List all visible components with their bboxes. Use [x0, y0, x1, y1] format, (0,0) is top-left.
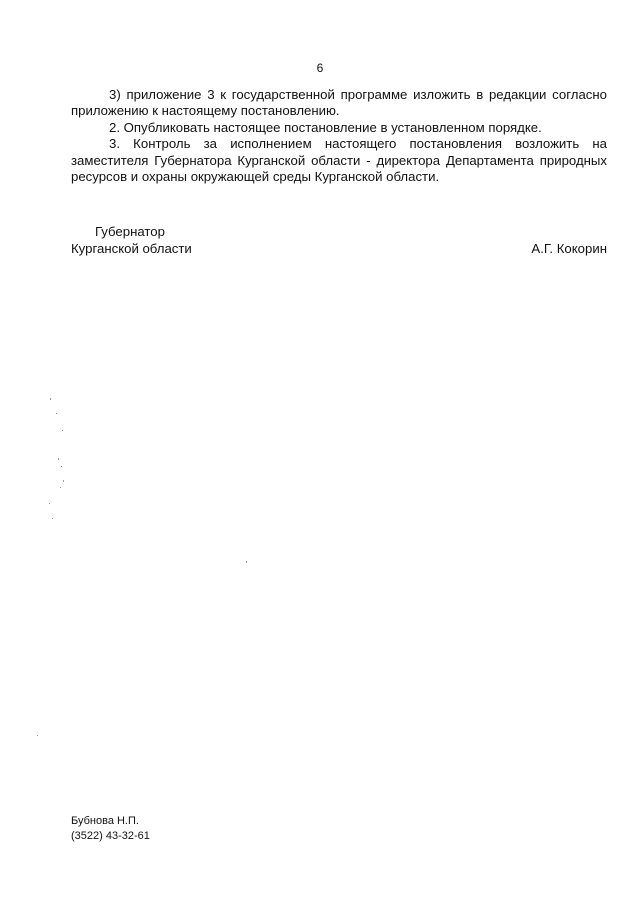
scan-speck [58, 458, 59, 460]
paragraph-appendix-3: 3) приложение 3 к государственной программе изложить в редакции согласно приложению к настоящему постановлению. [71, 87, 607, 119]
paragraph-control: 3. Контроль за исполнением настоящего постановления возложить на заместителя Губернатора Курганской области - директора Департамента природных ресурсов и охраны окружающей среды Курганской области. [71, 136, 607, 185]
scan-speck [49, 503, 50, 504]
signatory-region: Курганской области [71, 241, 192, 256]
scan-speck [56, 413, 57, 414]
signature-block [71, 223, 607, 257]
scan-speck [50, 398, 51, 400]
scan-speck [37, 735, 38, 736]
scan-speck [62, 430, 63, 431]
document-body [71, 87, 607, 185]
scan-speck [60, 487, 61, 488]
paragraph-publish: 2. Опубликовать настоящее постановление в установленном порядке. [109, 119, 542, 135]
scan-speck [61, 466, 62, 467]
executor-name: Бубнова Н.П. [71, 815, 139, 827]
executor-phone: (3522) 43-32-61 [71, 830, 150, 842]
executor-info [71, 814, 150, 844]
scan-speck [63, 480, 64, 482]
scan-speck [52, 518, 53, 519]
scan-speck [246, 561, 247, 563]
signatory-title: Губернатор [95, 224, 165, 239]
signatory-name: А.Г. Кокорин [531, 241, 607, 256]
page-number: 6 [316, 61, 324, 75]
